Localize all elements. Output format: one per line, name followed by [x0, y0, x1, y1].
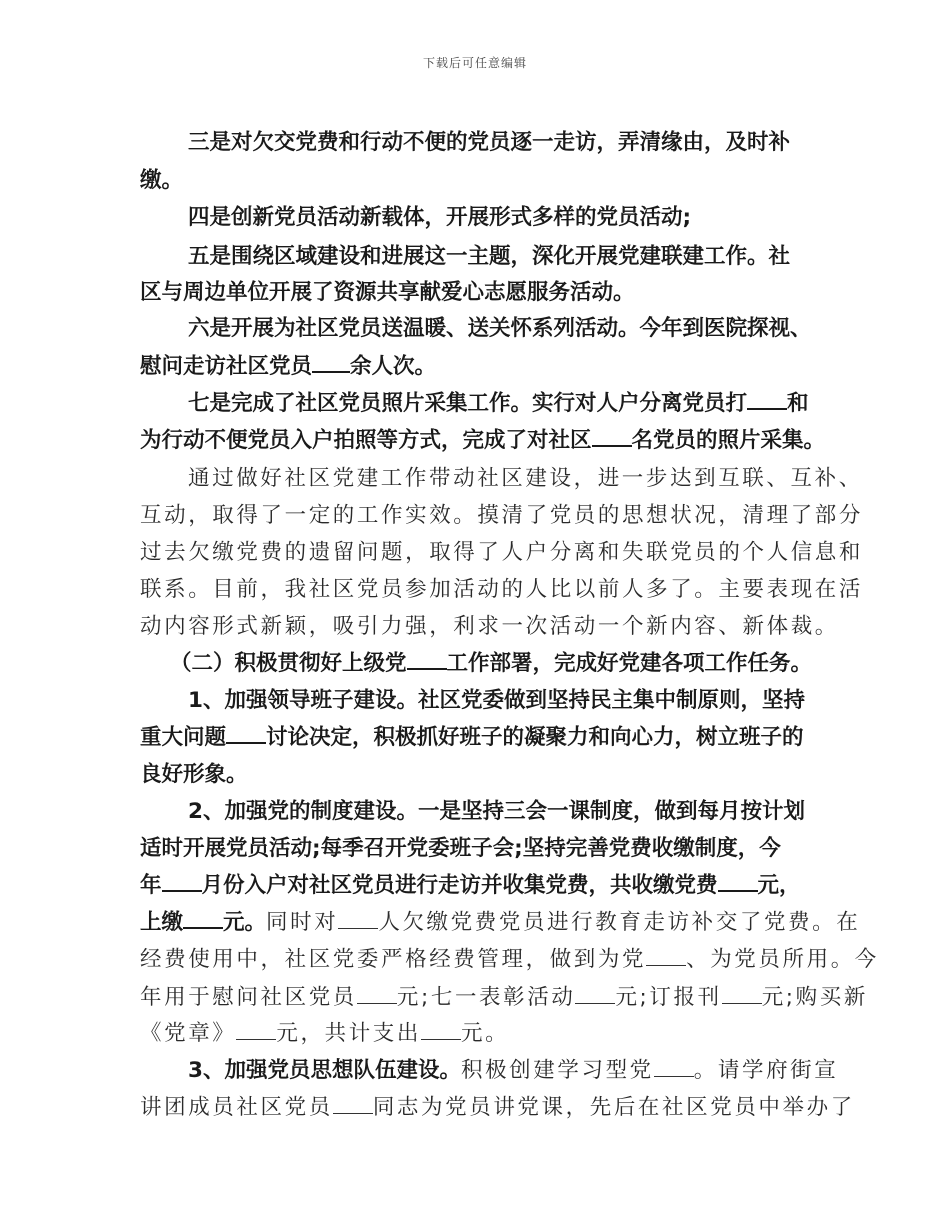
- text-segment: 讨论决定，积极抓好班子的凝聚力和向心力，树立班子的: [266, 725, 804, 750]
- text-segment: 、为党员所用。今: [686, 947, 879, 972]
- text-segment: 联系。目前，我社区党员参加活动的人比以前人多了。主要表现在活: [140, 577, 864, 602]
- fill-blank: [421, 1021, 461, 1040]
- text-line: [188, 200, 691, 231]
- text-line: [170, 646, 812, 677]
- text-segment: 3、加强党员思想队伍建设。: [188, 1058, 461, 1083]
- text-segment: 动内容形式新颖，吸引力强，利求一次活动一个新内容、新体裁。: [140, 614, 839, 639]
- text-segment: 慰问走访社区党员: [140, 354, 313, 379]
- text-segment: 一是坚持三会一课制度，做到每月按计划: [417, 799, 805, 824]
- fill-blank: [718, 872, 758, 892]
- text-segment: 区与周边单位开展了资源共享献爱心志愿服务活动。: [140, 280, 635, 305]
- text-segment: 月份入户对社区党员进行走访并收集党费，共收缴党费: [201, 873, 718, 898]
- text-line: [140, 868, 801, 899]
- text-line: [188, 125, 790, 156]
- text-segment: 元，: [757, 873, 801, 898]
- text-line: [140, 498, 863, 529]
- text-line: [140, 163, 183, 194]
- text-line: [140, 423, 825, 454]
- fill-blank: [338, 910, 378, 929]
- text-segment: 人欠缴党费党员进行教育走访补交了党费。在: [378, 910, 861, 935]
- text-segment: 名党员的照片采集。: [631, 428, 826, 453]
- text-segment: 1、加强领导班子建设。社区党委做到坚持民主集中制原则，坚持: [188, 688, 805, 713]
- text-segment: 和: [787, 391, 809, 416]
- text-segment: 上缴: [140, 910, 184, 935]
- fill-blank: [236, 1021, 276, 1040]
- text-segment: 元。: [223, 910, 267, 935]
- text-segment: 通过做好社区党建工作带动社区建设，进一步达到互联、互补、: [188, 466, 863, 491]
- text-segment: 同志为党员讲党课，先后在社区党员中举办了: [372, 1095, 855, 1120]
- fill-blank: [722, 985, 762, 1004]
- text-line: [188, 461, 863, 492]
- text-segment: 元。: [461, 1021, 510, 1046]
- text-segment: 缴。: [140, 168, 184, 193]
- text-segment: 互动，取得了一定的工作实效。摸清了党员的思想状况，清理了部分: [140, 503, 864, 528]
- text-segment: 元;购买新: [761, 985, 868, 1010]
- text-segment: 适时开展党员活动;每季召开党委班子会;坚持完善党费收缴制度，今: [140, 836, 781, 861]
- text-segment: 元，共计支出: [276, 1021, 422, 1046]
- fill-blank: [747, 390, 787, 410]
- text-line: [140, 275, 635, 306]
- text-segment: 六是开展为社区党员送温暖、送关怀系列活动。今年到医院探视、: [188, 316, 812, 341]
- text-line: [188, 239, 790, 270]
- text-segment: 元;七一表彰活动: [396, 985, 576, 1010]
- text-line: [140, 572, 863, 603]
- text-segment: 积极创建学习型党: [460, 1058, 654, 1083]
- text-segment: 。请学府街宣: [693, 1058, 839, 1083]
- text-line: [188, 386, 809, 417]
- text-line: [140, 720, 804, 751]
- text-line: [140, 1016, 509, 1047]
- fill-blank: [312, 353, 350, 373]
- text-segment: （二）积极贯彻好上级党: [170, 651, 407, 676]
- fill-blank: [592, 427, 632, 447]
- text-line: [140, 831, 781, 862]
- text-line: [140, 609, 839, 640]
- text-segment: 三是对欠交党费和行动不便的党员逐一走访，弄清缘由，及时补: [188, 130, 791, 155]
- text-segment: 年用于慰问社区党员: [140, 985, 357, 1010]
- text-segment: 重大问题: [140, 725, 227, 750]
- text-segment: 四是创新党员活动新载体，开展形式多样的党员活动;: [188, 205, 692, 230]
- fill-blank: [162, 872, 202, 892]
- text-segment: 工作部署，完成好党建各项工作任务。: [446, 651, 813, 676]
- text-line: [140, 1090, 855, 1121]
- fill-blank: [654, 1058, 694, 1077]
- text-segment: 2、加强党的制度建设。: [188, 799, 418, 824]
- text-segment: 讲团成员社区党员: [140, 1095, 333, 1120]
- text-line: [188, 311, 812, 342]
- text-line: [188, 794, 805, 825]
- text-segment: 同时对: [266, 910, 339, 935]
- text-segment: 余人次。: [350, 354, 437, 379]
- text-line: [188, 683, 805, 714]
- text-segment: 元;订报刊: [615, 985, 722, 1010]
- page-header: 下载后可任意编辑: [422, 56, 527, 70]
- fill-blank: [333, 1095, 373, 1114]
- text-segment: 《党章》: [140, 1021, 237, 1046]
- text-line: [188, 1053, 838, 1084]
- fill-blank: [183, 909, 223, 929]
- fill-blank: [575, 985, 615, 1004]
- text-segment: 经费使用中，社区党委严格经费管理，做到为党: [140, 947, 647, 972]
- text-segment: 良好形象。: [140, 762, 248, 787]
- text-line: [140, 757, 248, 788]
- text-line: [140, 980, 868, 1011]
- fill-blank: [357, 985, 397, 1004]
- fill-blank: [407, 650, 447, 670]
- text-segment: 七是完成了社区党员照片采集工作。实行对人户分离党员打: [188, 391, 748, 416]
- text-line: [140, 349, 436, 380]
- text-segment: 为行动不便党员入户拍照等方式，完成了对社区: [140, 428, 592, 453]
- fill-blank: [226, 724, 266, 744]
- text-line: [140, 942, 879, 973]
- text-line: [140, 905, 860, 936]
- text-segment: 年: [140, 873, 162, 898]
- text-line: [140, 535, 863, 566]
- text-segment: 五是围绕区域建设和进展这一主题，深化开展党建联建工作。社: [188, 244, 791, 269]
- text-segment: 过去欠缴党费的遗留问题，取得了人户分离和失联党员的个人信息和: [140, 540, 864, 565]
- fill-blank: [646, 947, 686, 966]
